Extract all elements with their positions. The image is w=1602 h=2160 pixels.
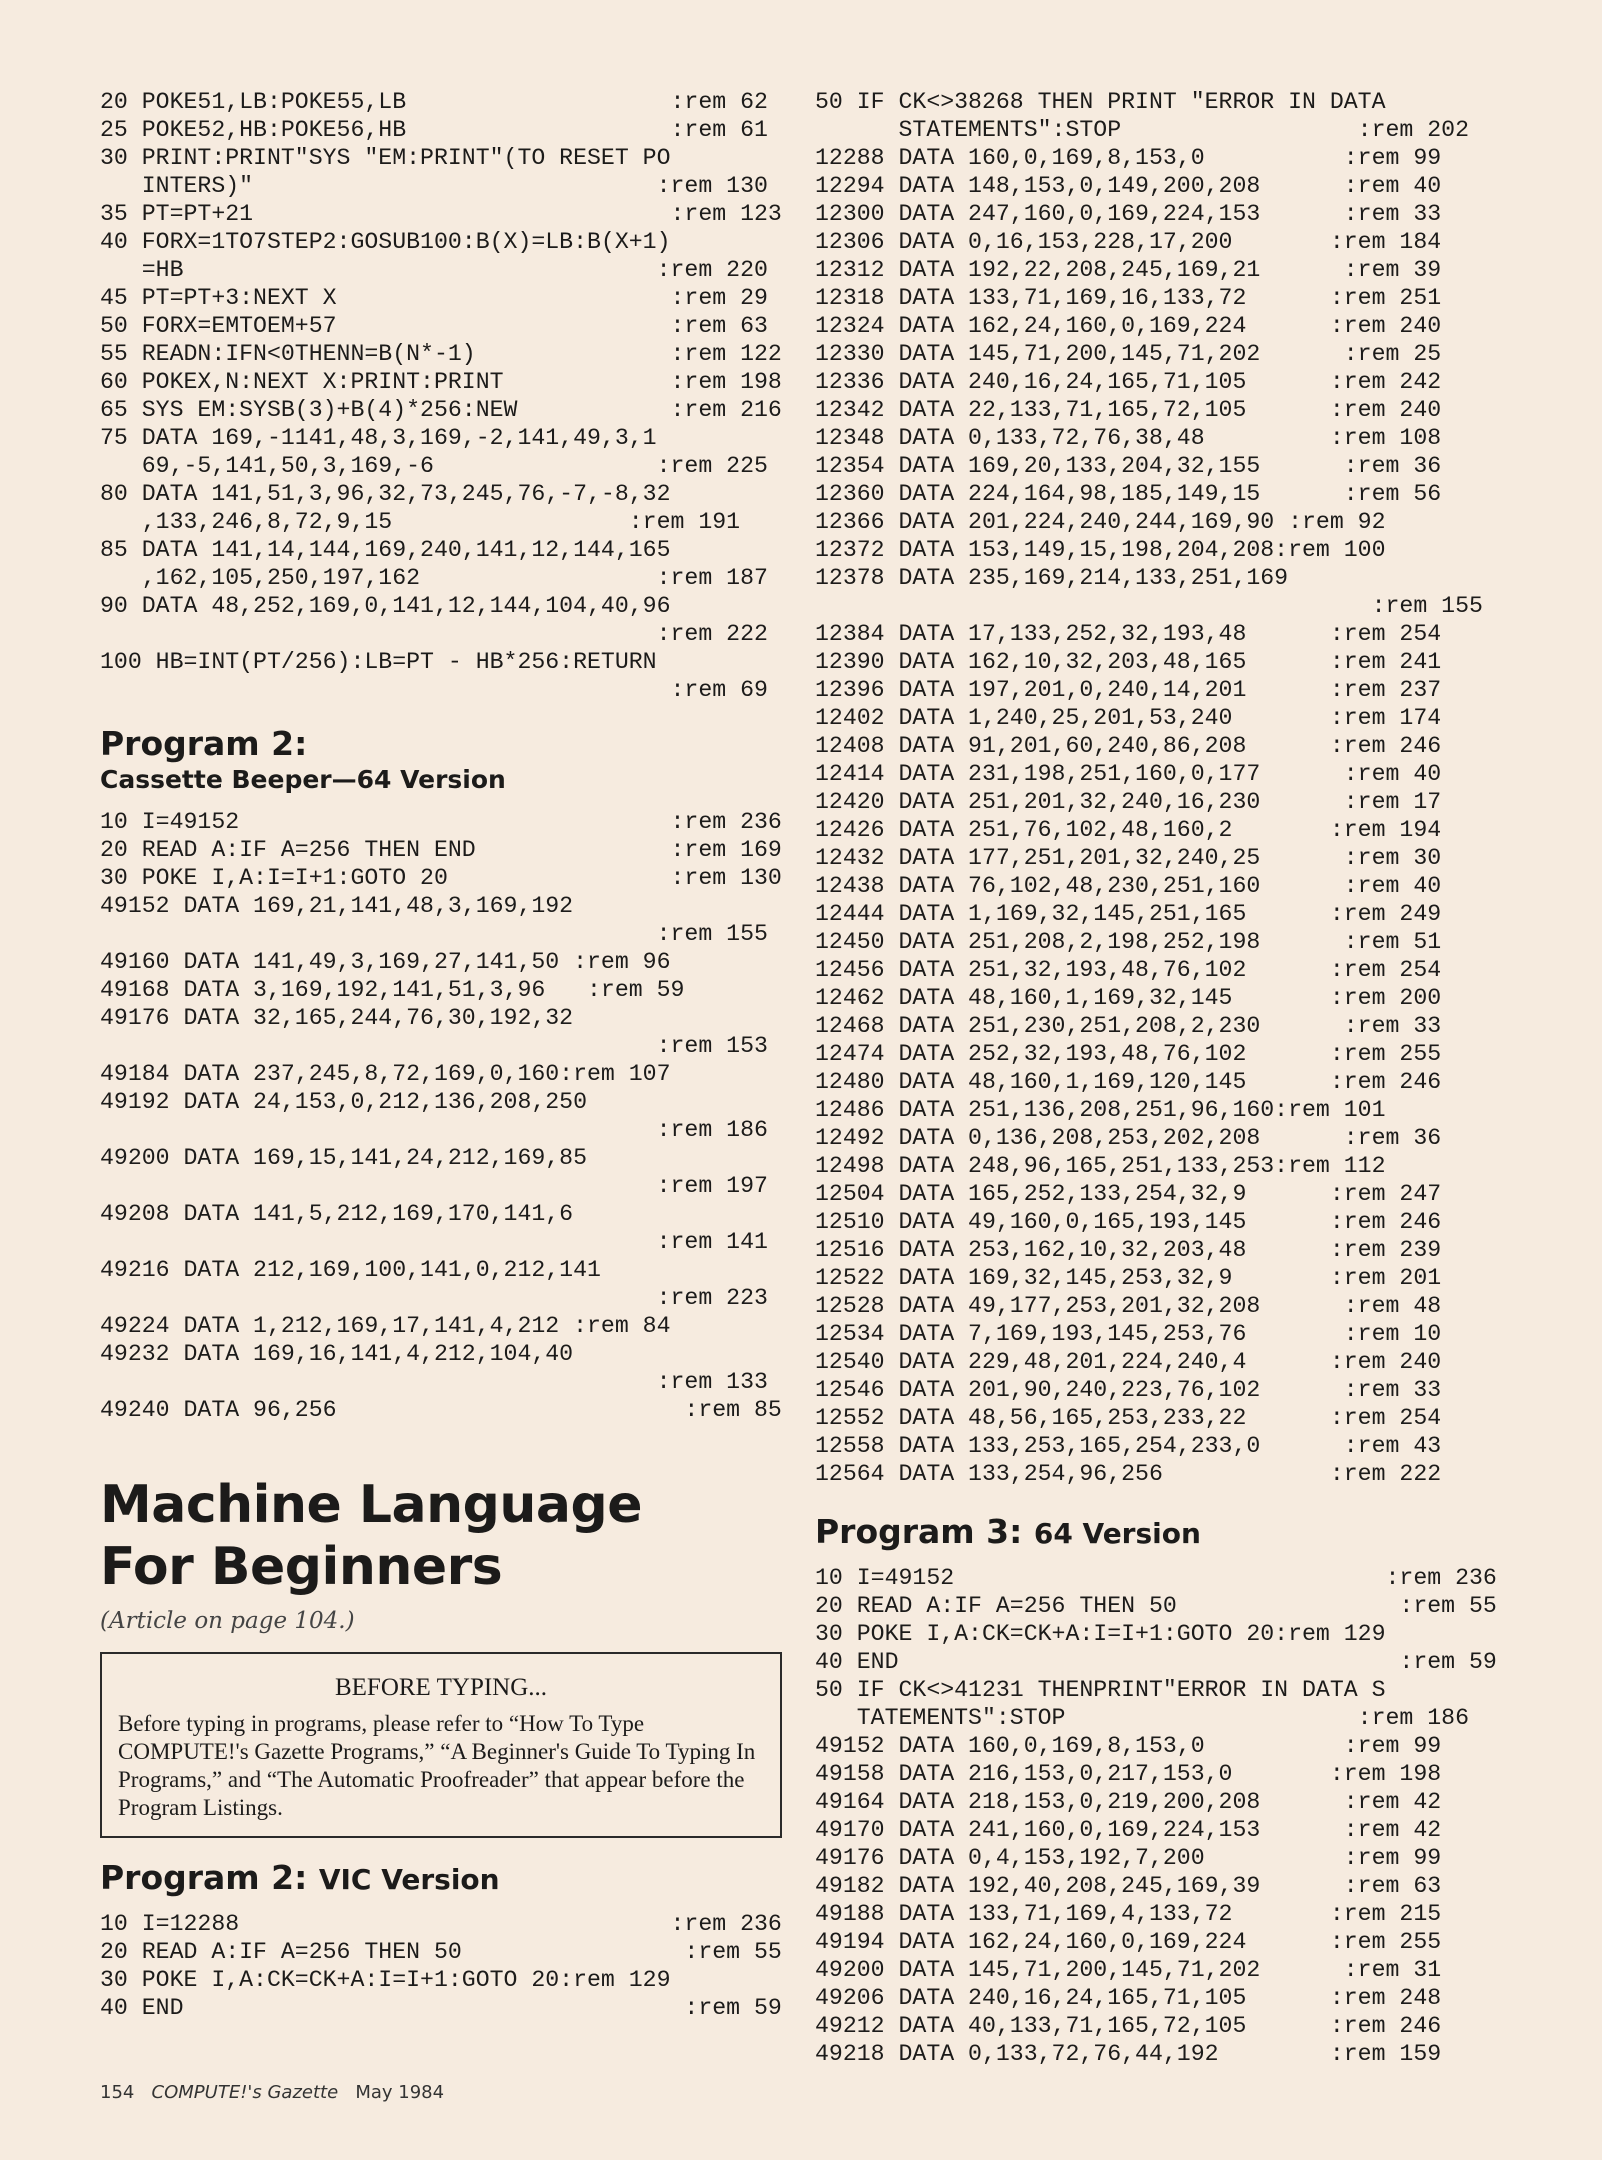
program-line: 12444 DATA 1,169,32,145,251,165 :rem 249 [815,901,1442,927]
program-line: 45 PT=PT+3:NEXT X :rem 29 [100,285,768,311]
article-title-line2: For Beginners [100,1537,503,1597]
program-line: 12384 DATA 17,133,252,32,193,48 :rem 254 [815,621,1442,647]
program-line: 20 READ A:IF A=256 THEN END :rem 169 [100,837,782,863]
program-line: 12426 DATA 251,76,102,48,160,2 :rem 194 [815,817,1442,843]
program-line: 49200 DATA 145,71,200,145,71,202 :rem 31 [815,1957,1442,1983]
program-line: 12354 DATA 169,20,133,204,32,155 :rem 36 [815,453,1442,479]
program-line: 50 FORX=EMTOEM+57 :rem 63 [100,313,768,339]
program-line: 12480 DATA 48,160,1,169,120,145 :rem 246 [815,1069,1442,1095]
program-line: ,133,246,8,72,9,15 :rem 191 [100,509,741,535]
program-line: 12318 DATA 133,71,169,16,133,72 :rem 251 [815,285,1442,311]
page-footer [100,2082,444,2103]
right-column [815,88,1497,2068]
program2-64-listing [100,808,782,1424]
program-line: 40 END :rem 59 [815,1649,1497,1675]
program-line: 12294 DATA 148,153,0,149,200,208 :rem 40 [815,173,1442,199]
left-column [100,88,782,2022]
program-line: 12348 DATA 0,133,72,76,38,48 :rem 108 [815,425,1442,451]
program-line: 49170 DATA 241,160,0,169,224,153 :rem 42 [815,1817,1442,1843]
program-line: 12414 DATA 231,198,251,160,0,177 :rem 40 [815,761,1442,787]
program-line: 49218 DATA 0,133,72,76,44,192 :rem 159 [815,2041,1442,2067]
program1-listing-continued [100,88,782,704]
program-line: :rem 153 [100,1033,768,1059]
program-line: :rem 69 [100,677,768,703]
program-line: STATEMENTS":STOP :rem 202 [815,117,1469,143]
program-line: 12474 DATA 252,32,193,48,76,102 :rem 255 [815,1041,1442,1067]
notice-title: BEFORE TYPING... [334,1674,548,1701]
program-line: 85 DATA 141,14,144,169,240,141,12,144,165 [100,537,671,563]
heading-subtitle: 64 Version [1033,1517,1201,1550]
program-line: 55 READN:IFN<0THENN=B(N*-1) :rem 122 [100,341,782,367]
program-line: 49152 DATA 169,21,141,48,3,169,192 [100,893,574,919]
program-line: 12288 DATA 160,0,169,8,153,0 :rem 99 [815,145,1442,171]
program-line: 12492 DATA 0,136,208,253,202,208 :rem 36 [815,1125,1442,1151]
program-line: 60 POKEX,N:NEXT X:PRINT:PRINT :rem 198 [100,369,782,395]
program-line: :rem 223 [100,1285,768,1311]
program-line: 49176 DATA 0,4,153,192,7,200 :rem 99 [815,1845,1442,1871]
program-line: 49194 DATA 162,24,160,0,169,224 :rem 255 [815,1929,1442,1955]
program-line: 12366 DATA 201,224,240,244,169,90 :rem 92 [815,509,1386,535]
program-line: 12372 DATA 153,149,15,198,204,208:rem 100 [815,537,1386,563]
program-line: 40 END :rem 59 [100,1995,782,2021]
program-line: :rem 155 [815,593,1483,619]
program-line: 49192 DATA 24,153,0,212,136,208,250 [100,1089,588,1115]
issue-date: May 1984 [355,2082,445,2103]
program-line: :rem 141 [100,1229,768,1255]
program-line: 12504 DATA 165,252,133,254,32,9 :rem 247 [815,1181,1442,1207]
program-line: 49160 DATA 141,49,3,169,27,141,50 :rem 96 [100,949,671,975]
program-line: 12540 DATA 229,48,201,224,240,4 :rem 240 [815,1349,1442,1375]
program-line: 30 POKE I,A:CK=CK+A:I=I+1:GOTO 20:rem 129 [815,1621,1386,1647]
program-line: ,162,105,250,197,162 :rem 187 [100,565,768,591]
program-line: 12522 DATA 169,32,145,253,32,9 :rem 201 [815,1265,1442,1291]
program-line: :rem 222 [100,621,768,647]
program-line: 12330 DATA 145,71,200,145,71,202 :rem 25 [815,341,1442,367]
heading-subtitle: VIC Version [318,1863,500,1896]
program-line: 12516 DATA 253,162,10,32,203,48 :rem 239 [815,1237,1442,1263]
program-line: 49164 DATA 218,153,0,219,200,208 :rem 42 [815,1789,1442,1815]
program-line: 12498 DATA 248,96,165,251,133,253:rem 112 [815,1153,1386,1179]
heading-title: Program 2: [100,724,308,763]
program-line: 12438 DATA 76,102,48,230,251,160 :rem 40 [815,873,1442,899]
program-line: INTERS)" :rem 130 [100,173,768,199]
program-line: :rem 186 [100,1117,768,1143]
program3-64-heading [815,1512,1497,1554]
program-line: 12312 DATA 192,22,208,245,169,21 :rem 39 [815,257,1442,283]
program-line: 12534 DATA 7,169,193,145,253,76 :rem 10 [815,1321,1442,1347]
program-line: TATEMENTS":STOP :rem 186 [815,1705,1469,1731]
program-line: 20 READ A:IF A=256 THEN 50 :rem 55 [815,1593,1497,1619]
program-line: 12462 DATA 48,160,1,169,32,145 :rem 200 [815,985,1442,1011]
program-line: 12552 DATA 48,56,165,253,233,22 :rem 254 [815,1405,1442,1431]
program-line: 12486 DATA 251,136,208,251,96,160:rem 101 [815,1097,1386,1123]
program2-64-heading [100,724,782,764]
program-line: :rem 197 [100,1173,768,1199]
program-line: 49158 DATA 216,153,0,217,153,0 :rem 198 [815,1761,1442,1787]
program-line: :rem 133 [100,1369,768,1395]
program-line: 90 DATA 48,252,169,0,141,12,144,104,40,96 [100,593,671,619]
program-line: 30 POKE I,A:I=I+1:GOTO 20 :rem 130 [100,865,782,891]
program-line: 12378 DATA 235,169,214,133,251,169 [815,565,1289,591]
program-line: 12510 DATA 49,160,0,165,193,145 :rem 246 [815,1209,1442,1235]
program-line: 20 READ A:IF A=256 THEN 50 :rem 55 [100,1939,782,1965]
program-line: 75 DATA 169,-1141,48,3,169,-2,141,49,3,1 [100,425,657,451]
program-line: 100 HB=INT(PT/256):LB=PT - HB*256:RETURN [100,649,657,675]
program-line: 49212 DATA 40,133,71,165,72,105 :rem 246 [815,2013,1442,2039]
program-line: 10 I=49152 :rem 236 [815,1565,1497,1591]
program-line: 49200 DATA 169,15,141,24,212,169,85 [100,1145,588,1171]
program-line: 49152 DATA 160,0,169,8,153,0 :rem 99 [815,1733,1442,1759]
program2-vic-heading [100,1858,782,1900]
program-line: 12546 DATA 201,90,240,223,76,102 :rem 33 [815,1377,1442,1403]
program-line: 12402 DATA 1,240,25,201,53,240 :rem 174 [815,705,1442,731]
program-line: 12564 DATA 133,254,96,256 :rem 222 [815,1461,1442,1487]
program-line: 50 IF CK<>38268 THEN PRINT "ERROR IN DATA [815,89,1386,115]
program-line: 12360 DATA 224,164,98,185,149,15 :rem 56 [815,481,1442,507]
program-line: 12468 DATA 251,230,251,208,2,230 :rem 33 [815,1013,1442,1039]
program-line: 12558 DATA 133,253,165,254,233,0 :rem 43 [815,1433,1442,1459]
program-line: 12390 DATA 162,10,32,203,48,165 :rem 241 [815,649,1442,675]
page-number: 154 [100,2082,135,2103]
program-line: 35 PT=PT+21 :rem 123 [100,201,782,227]
program-line: 49176 DATA 32,165,244,76,30,192,32 [100,1005,574,1031]
program-line: 49208 DATA 141,5,212,169,170,141,6 [100,1201,574,1227]
program-line: 12528 DATA 49,177,253,201,32,208 :rem 48 [815,1293,1442,1319]
program-line: 49206 DATA 240,16,24,165,71,105 :rem 248 [815,1985,1442,2011]
program-line: 12300 DATA 247,160,0,169,224,153 :rem 33 [815,201,1442,227]
program-line: 12450 DATA 251,208,2,198,252,198 :rem 51 [815,929,1442,955]
program-line: 12342 DATA 22,133,71,165,72,105 :rem 240 [815,397,1442,423]
program-line: :rem 155 [100,921,768,947]
program-line: 69,-5,141,50,3,169,-6 :rem 225 [100,453,768,479]
program3-64-listing [815,1564,1497,2068]
program-line: 80 DATA 141,51,3,96,32,73,245,76,-7,-8,32 [100,481,671,507]
program-line: 50 IF CK<>41231 THENPRINT"ERROR IN DATA S [815,1677,1386,1703]
program-line: 49188 DATA 133,71,169,4,133,72 :rem 215 [815,1901,1442,1927]
program-line: 12306 DATA 0,16,153,228,17,200 :rem 184 [815,229,1442,255]
program2-vic-listing [100,1910,782,2022]
program-line: 49240 DATA 96,256 :rem 85 [100,1397,782,1423]
program-line: 12336 DATA 240,16,24,165,71,105 :rem 242 [815,369,1442,395]
program-line: 49216 DATA 212,169,100,141,0,212,141 [100,1257,601,1283]
program-line: 30 PRINT:PRINT"SYS "EM:PRINT"(TO RESET PO [100,145,671,171]
program-line: 10 I=49152 :rem 236 [100,809,782,835]
program2-vic-listing-continued [815,88,1497,1488]
program-line: =HB :rem 220 [100,257,768,283]
program-line: 20 POKE51,LB:POKE55,LB :rem 62 [100,89,768,115]
program-line: 49232 DATA 169,16,141,4,212,104,40 [100,1341,574,1367]
program-line: 30 POKE I,A:CK=CK+A:I=I+1:GOTO 20:rem 129 [100,1967,671,1993]
program-line: 12432 DATA 177,251,201,32,240,25 :rem 30 [815,845,1442,871]
program-line: 49184 DATA 237,245,8,72,169,0,160:rem 107 [100,1061,671,1087]
program-line: 65 SYS EM:SYSB(3)+B(4)*256:NEW :rem 216 [100,397,782,423]
program-line: 12396 DATA 197,201,0,240,14,201 :rem 237 [815,677,1442,703]
program-line: 25 POKE52,HB:POKE56,HB :rem 61 [100,117,768,143]
program-line: 10 I=12288 :rem 236 [100,1911,782,1937]
article-page-reference: (Article on page 104.) [100,1608,355,1634]
program-line: 12456 DATA 251,32,193,48,76,102 :rem 254 [815,957,1442,983]
program-line: 49168 DATA 3,169,192,141,51,3,96 :rem 59 [100,977,685,1003]
program-line: 12408 DATA 91,201,60,240,86,208 :rem 246 [815,733,1442,759]
magazine-name: COMPUTE!'s Gazette [151,2082,339,2103]
program-line: 49224 DATA 1,212,169,17,141,4,212 :rem 84 [100,1313,671,1339]
program-line: 12324 DATA 162,24,160,0,169,224 :rem 240 [815,313,1442,339]
program-line: 40 FORX=1TO7STEP2:GOSUB100:B(X)=LB:B(X+1) [100,229,671,255]
heading-title: Program 3: [815,1512,1023,1551]
program2-64-subheading: Cassette Beeper—64 Version [100,765,506,794]
before-typing-notice [100,1652,782,1838]
program-line: 12420 DATA 251,201,32,240,16,230 :rem 17 [815,789,1442,815]
article-title-line1: Machine Language [100,1475,642,1535]
program-line: 49182 DATA 192,40,208,245,169,39 :rem 63 [815,1873,1442,1899]
heading-title: Program 2: [100,1858,308,1897]
notice-body: Before typing in programs, please refer to “How To Type COMPUTE!'s Gazette Programs,” “A Beginner's Guide To Typing In Programs,” and “The Automatic Proofreader” that appear before the Program Listings. [118,1711,756,1820]
